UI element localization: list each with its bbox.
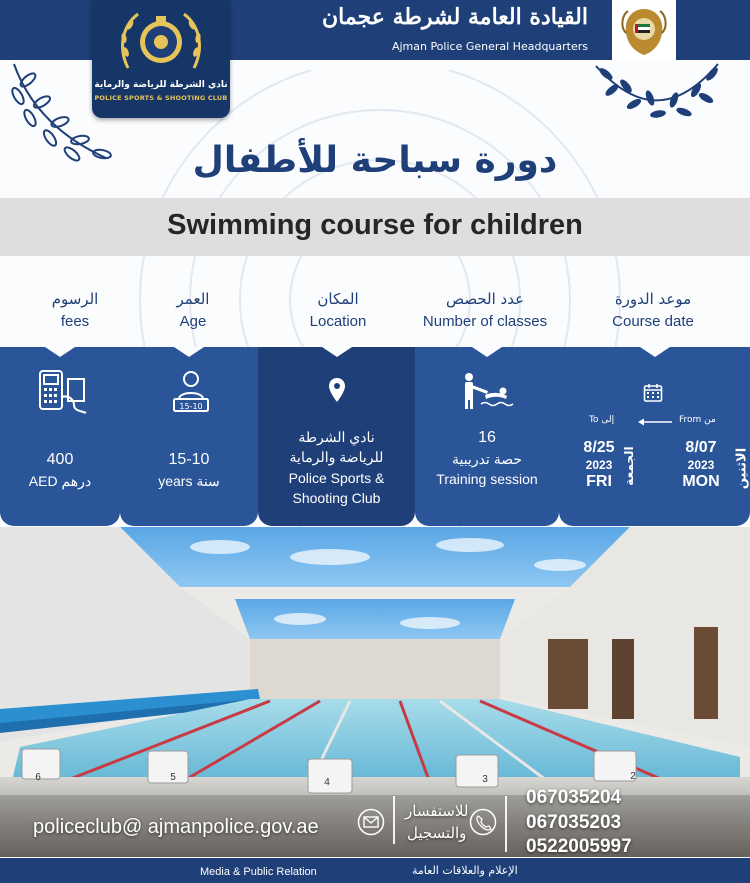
classes-value: 16 — [478, 429, 496, 446]
contact-email[interactable]: policeclub@ ajmanpolice.gov.ae — [33, 816, 319, 838]
heading-classes-en: Number of classes — [422, 313, 548, 330]
phone-icon — [469, 808, 497, 836]
hq-name-ar: القيادة العامة لشرطة عجمان — [322, 4, 588, 30]
to-date: 8/25 — [583, 439, 615, 456]
heading-age — [118, 289, 268, 332]
age-unit: years سنة — [158, 473, 220, 489]
hq-name-en: Ajman Police General Headquarters — [391, 40, 588, 53]
club-crest-icon — [116, 8, 206, 78]
uae-emblem-icon — [618, 3, 670, 57]
heading-fees-en: fees — [60, 313, 90, 330]
heading-location — [263, 289, 413, 332]
panel-notch — [640, 347, 670, 357]
heading-age-en: Age — [179, 313, 207, 330]
lane-number: 4 — [324, 777, 330, 788]
email-icon — [357, 808, 385, 836]
course-title-band — [0, 198, 750, 256]
phone-number[interactable]: 0522005997 — [526, 836, 632, 857]
classes-unit-en: Training session — [436, 471, 538, 487]
heading-fees-ar: الرسوم — [51, 290, 99, 308]
phone-number[interactable]: 067035204 — [526, 787, 622, 808]
classes-unit-ar: حصة تدريبية — [451, 451, 523, 467]
laurel-branch-icon — [592, 56, 722, 126]
enquiry-line-1: للاستفسار — [405, 802, 469, 820]
footer-band — [0, 858, 750, 883]
club-logo — [92, 0, 230, 118]
location-name-en-2: Shooting Club — [292, 490, 381, 506]
lane-number: 5 — [170, 772, 176, 783]
heading-location-ar: المكان — [317, 290, 359, 308]
heading-classes — [410, 289, 560, 332]
from-date: 8/07 — [685, 439, 717, 456]
to-day-en: FRI — [586, 473, 612, 490]
panel-notch — [472, 347, 502, 357]
footer-dept-ar: الإعلام والعلاقات العامة — [412, 864, 518, 877]
svg-text:15-10: 15-10 — [179, 402, 203, 411]
lane-number: 2 — [630, 771, 636, 782]
fees-value: 400 — [46, 451, 74, 468]
card-payment-icon — [38, 369, 90, 415]
from-day-ar: الاثنين — [734, 447, 750, 490]
lane-number: 3 — [482, 774, 488, 785]
from-label: From من — [679, 415, 716, 425]
lane-number: 6 — [35, 772, 41, 783]
heading-age-ar: العمر — [176, 290, 210, 308]
phone-number[interactable]: 067035203 — [526, 812, 622, 833]
heading-date-en: Course date — [612, 313, 694, 330]
fees-panel — [0, 347, 120, 526]
panel-notch — [45, 347, 75, 357]
to-year: 2023 — [585, 458, 613, 472]
separator — [393, 796, 395, 844]
club-name-ar: نادي الشرطة للرياضة والرماية — [94, 80, 228, 90]
heading-date-ar: موعد الدورة — [614, 290, 692, 308]
date-panel — [559, 347, 750, 526]
heading-classes-ar: عدد الحصص — [445, 290, 525, 308]
heading-location-en: Location — [309, 313, 367, 330]
enquiry-label — [405, 800, 468, 844]
child-icon — [172, 369, 210, 415]
panel-notch — [322, 347, 352, 357]
uae-emblem — [612, 0, 676, 60]
to-label: To إلى — [589, 415, 615, 425]
panel-notch — [174, 347, 204, 357]
location-panel — [258, 347, 415, 526]
location-name-ar-2: للرياضة والرماية — [289, 449, 384, 465]
age-panel — [120, 347, 258, 526]
footer-dept-en: Media & Public Relation — [200, 866, 317, 878]
separator — [505, 796, 507, 852]
heading-date — [578, 289, 728, 332]
course-title-en: Swimming course for children — [167, 209, 583, 241]
calendar-icon — [643, 383, 663, 403]
location-name-en-1: Police Sports & — [288, 470, 385, 486]
arrow-left-icon — [637, 417, 673, 427]
fees-unit: AED درهم — [28, 473, 92, 489]
enquiry-line-2: والتسجيل — [406, 824, 467, 842]
to-day-ar: الجمعة — [622, 446, 636, 486]
location-pin-icon — [328, 377, 346, 403]
age-value: 15-10 — [168, 451, 210, 468]
club-name-en: POLICE SPORTS & SHOOTING CLUB — [94, 94, 228, 102]
course-title-ar: دورة سباحة للأطفال — [192, 140, 558, 181]
from-year: 2023 — [687, 458, 715, 472]
location-name-ar-1: نادي الشرطة — [298, 429, 375, 445]
classes-panel — [415, 347, 559, 526]
from-day-en: MON — [682, 473, 720, 490]
swimmer-icon — [459, 371, 515, 411]
